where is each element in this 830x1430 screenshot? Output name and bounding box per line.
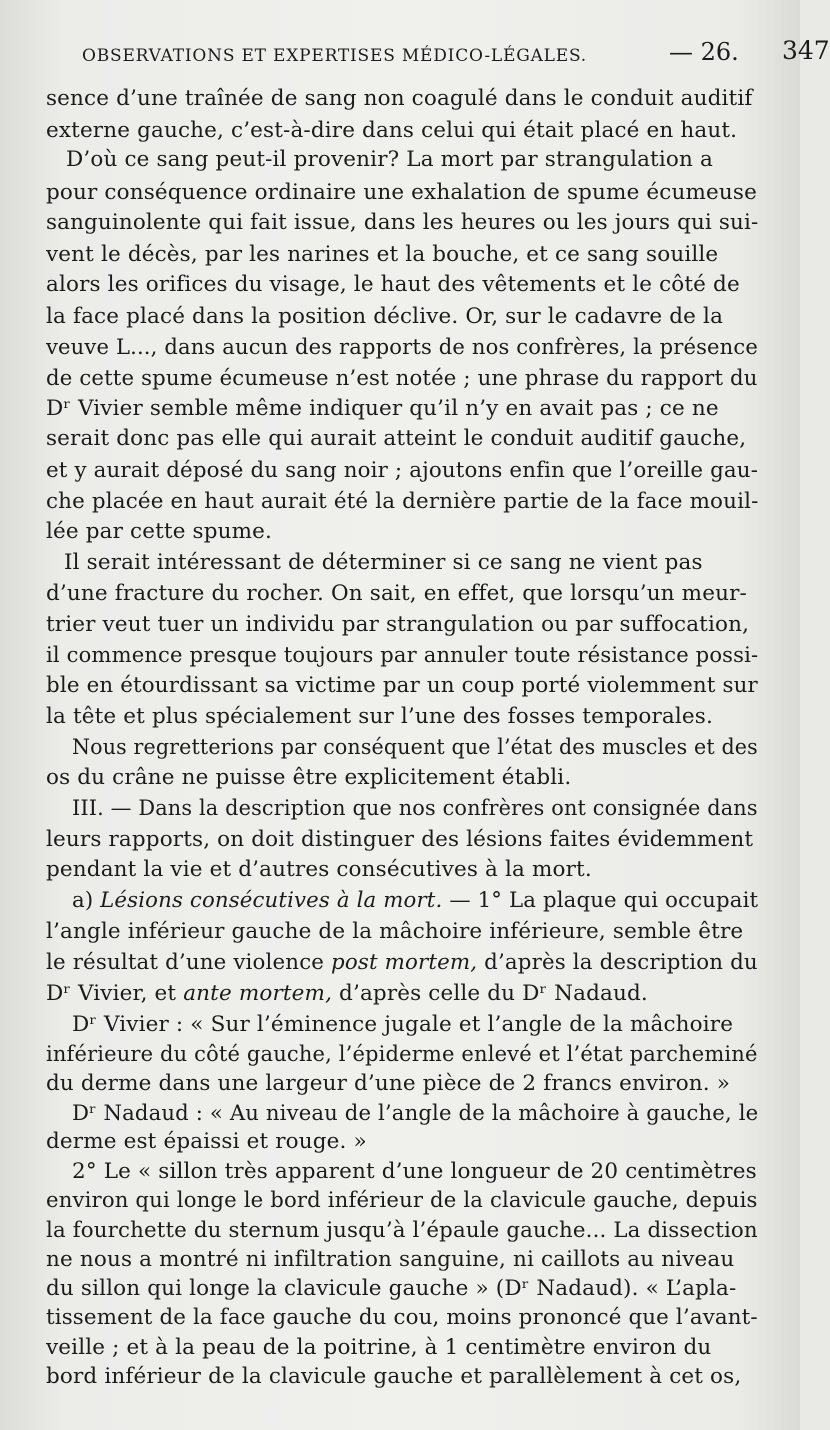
- text-line: ne nous a montré ni infiltration sanguine, ni caillots au niveau: [46, 1247, 735, 1272]
- text-line: sence d’une traînée de sang non coagulé dans le conduit auditif: [46, 86, 753, 111]
- text-line: bord inférieur de la clavicule gauche et parallèlement à cet os,: [46, 1364, 742, 1389]
- text-line: et y aurait déposé du sang noir ; ajoutons enfin que l’oreille gau-: [46, 458, 759, 483]
- text-line: la tête et plus spécialement sur l’une des fosses temporales.: [46, 704, 713, 729]
- text-line: externe gauche, c’est-à-dire dans celui qui était placé en haut.: [46, 118, 738, 143]
- running-title: OBSERVATIONS ET EXPERTISES MÉDICO-LÉGALES.: [82, 46, 588, 66]
- text-line: la fourchette du sternum jusqu’à l’épaule gauche... La dissection: [46, 1218, 758, 1243]
- text-line: Dʳ Nadaud : « Au niveau de l’angle de la mâchoire à gauche, le: [72, 1101, 759, 1126]
- text-line: tissement de la face gauche du cou, moins prononcé que l’avant-: [46, 1305, 758, 1330]
- text-line: il commence presque toujours par annuler toute résistance possi-: [46, 643, 759, 668]
- text-line: lée par cette spume.: [46, 519, 273, 544]
- text-line: III. — Dans la description que nos confrères ont consignée dans: [72, 796, 758, 821]
- text-line: derme est épaissi et rouge. »: [46, 1129, 367, 1154]
- text-line: inférieure du côté gauche, l’épiderme enlevé et l’état parcheminé: [46, 1042, 758, 1067]
- text-line: Nous regretterions par conséquent que l’état des muscles et des: [72, 735, 758, 760]
- text-line: Il serait intéressant de déterminer si ce sang ne vient pas: [64, 550, 703, 575]
- text-line: D’où ce sang peut-il provenir? La mort par strangulation a: [66, 147, 713, 172]
- chapter-number: — 26.: [669, 38, 739, 66]
- text-line: Dʳ Vivier : « Sur l’éminence jugale et l’angle de la mâchoire: [72, 1012, 734, 1037]
- text-line: l’angle inférieur gauche de la mâchoire inférieure, semble être: [46, 919, 744, 944]
- italic-term: ante mortem,: [183, 981, 333, 1006]
- text-line: a) Lésions consécutives à la mort. — 1° La plaque qui occupait: [72, 888, 759, 913]
- text-line: du derme dans une largeur d’une pièce de 2 francs environ. »: [46, 1071, 731, 1096]
- text-line: ble en étourdissant sa victime par un coup porté violemment sur: [46, 673, 758, 698]
- text-line: leurs rapports, on doit distinguer des lésions faites évidemment: [46, 827, 754, 852]
- text-line: vent le décès, par les narines et la bouche, et ce sang souille: [46, 242, 719, 267]
- page-header: [82, 36, 830, 76]
- text-line: veuve L..., dans aucun des rapports de nos confrères, la présence: [46, 335, 758, 360]
- text-line: la face placé dans la position déclive. Or, sur le cadavre de la: [46, 304, 724, 329]
- page-number: 347: [782, 36, 830, 65]
- text-line: che placée en haut aurait été la dernière partie de la face mouil-: [46, 489, 759, 514]
- text-line: pour conséquence ordinaire une exhalation de spume écumeuse: [46, 180, 757, 205]
- italic-term: post mortem,: [331, 950, 478, 975]
- text-line: 2° Le « sillon très apparent d’une longueur de 20 centimètres: [72, 1159, 757, 1184]
- text-line: le résultat d’une violence post mortem, d’après la description du: [46, 950, 758, 975]
- text-line: du sillon qui longe la clavicule gauche » (Dʳ Nadaud). « L’apla-: [46, 1276, 737, 1301]
- text-line: d’une fracture du rocher. On sait, en effet, que lorsqu’un meur-: [46, 581, 747, 606]
- italic-heading: Lésions consécutives à la mort.: [100, 888, 443, 913]
- text-line: veille ; et à la peau de la poitrine, à 1 centimètre environ du: [46, 1335, 712, 1360]
- text-line: serait donc pas elle qui aurait atteint le conduit auditif gauche,: [46, 426, 747, 451]
- text-line: trier veut tuer un individu par strangulation ou par suffocation,: [46, 612, 750, 637]
- text-line: Dʳ Vivier, et ante mortem, d’après celle du Dʳ Nadaud.: [46, 981, 648, 1006]
- text-line: Dʳ Vivier semble même indiquer qu’il n’y en avait pas ; ce ne: [46, 396, 719, 421]
- text-line: alors les orifices du visage, le haut des vêtements et le côté de: [46, 272, 740, 297]
- text-line: de cette spume écumeuse n’est notée ; une phrase du rapport du: [46, 366, 758, 391]
- text-line: os du crâne ne puisse être explicitement établi.: [46, 765, 572, 790]
- text-line: sanguinolente qui fait issue, dans les heures ou les jours qui sui-: [46, 210, 759, 235]
- text-line: environ qui longe le bord inférieur de la clavicule gauche, depuis: [46, 1188, 758, 1213]
- text-line: pendant la vie et d’autres consécutives à la mort.: [46, 857, 592, 882]
